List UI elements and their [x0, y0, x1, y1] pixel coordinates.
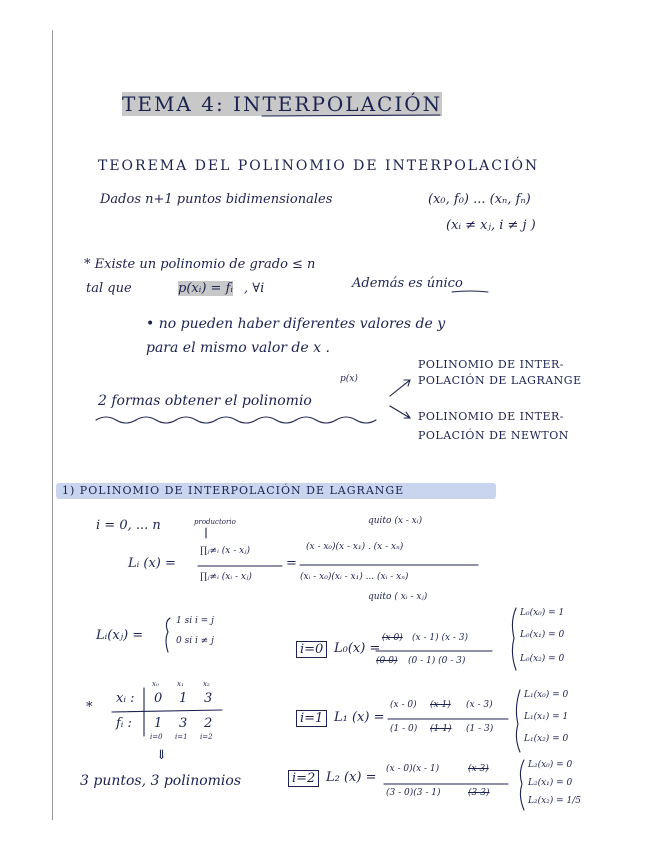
case-result: L₁(x₁) = 1 — [524, 712, 569, 722]
quito-bottom-note: quito ( xᵢ - xⱼ) — [368, 592, 428, 602]
notebook-page — [52, 30, 613, 820]
li-label: Lᵢ (x) = — [128, 556, 176, 571]
exists-text: * Existe un polinomio de grado ≤ n — [84, 257, 316, 272]
struck-factor: (x-0) — [382, 633, 403, 643]
quito-top-note: quito (x - xᵢ) — [368, 516, 423, 526]
methods-intro: 2 formas obtener el polinomio — [98, 393, 312, 409]
newton-line-1: POLINOMIO DE INTER- — [418, 410, 565, 423]
table-top-index: x₀ — [152, 680, 159, 688]
given-text: Dados n+1 puntos bidimensionales — [100, 192, 333, 207]
lagrange-line-1: POLINOMIO DE INTER- — [418, 358, 565, 371]
case-numerator: (x - 1) (x - 3) — [412, 633, 469, 643]
table-top-index: x₁ — [177, 680, 184, 688]
unique-text: Además es único — [352, 276, 463, 291]
table-bottom-index: i=2 — [200, 733, 213, 741]
case-numerator: (x - 0)(x - 1) — [386, 764, 440, 774]
case-box: i=0 — [296, 641, 327, 658]
table-x-label: xᵢ : — [116, 691, 135, 706]
case-result: L₀(x₁) = 0 — [520, 630, 565, 640]
case-label: L₁ (x) = — [334, 710, 385, 725]
lixj-label: Lᵢ(xⱼ) = — [96, 628, 144, 643]
prod-numerator: ∏ⱼ≠ᵢ (x - xⱼ) — [200, 546, 251, 556]
asterisk: * — [86, 700, 93, 715]
case-different: 0 si i ≠ j — [176, 636, 214, 646]
case-numerator: (x - 0) — [390, 700, 417, 710]
table-x-value: 3 — [204, 691, 213, 706]
case-result: L₂(x₀) = 0 — [528, 760, 573, 770]
bullet-line-1: • no pueden haber diferentes valores de y — [146, 316, 446, 332]
table-f-label: fᵢ : — [116, 716, 132, 731]
case-denominator: (1 - 3) — [466, 724, 494, 734]
productorio-note: productorio — [194, 518, 236, 526]
newton-line-2: POLACIÓN DE NEWTON — [418, 429, 569, 442]
case-result: L₁(x₂) = 0 — [524, 734, 569, 744]
expanded-denominator: (xᵢ - x₀)(xᵢ - x₁) ... (xᵢ - xₙ) — [300, 572, 409, 582]
case-box: i=1 — [296, 710, 327, 727]
prod-denominator: ∏ⱼ≠ᵢ (xᵢ - xⱼ) — [200, 572, 252, 582]
page-title: TEMA 4: INTERPOLACIÓN — [122, 92, 443, 116]
case-result: L₁(x₀) = 0 — [524, 690, 569, 700]
lagrange-line-2: POLACIÓN DE LAGRANGE — [418, 374, 582, 387]
case-label: L₀(x) = — [334, 641, 381, 656]
interp-condition: p(xᵢ) = fᵢ — [178, 281, 233, 296]
table-top-index: x₂ — [203, 680, 210, 688]
for-all-text: , ∀i — [244, 281, 265, 296]
case-box: i=2 — [288, 770, 319, 787]
bullet-line-2: para el mismo valor de x . — [146, 340, 330, 356]
table-f-value: 2 — [204, 716, 213, 731]
case-result: L₀(x₂) = 0 — [520, 654, 565, 664]
case-result: L₀(x₀) = 1 — [520, 608, 565, 618]
table-f-value: 1 — [154, 716, 163, 731]
case-denominator: (3 - 0)(3 - 1) — [386, 788, 441, 798]
case-denominator: (0 - 1) (0 - 3) — [408, 656, 466, 666]
points-text: (x₀, f₀) ... (xₙ, fₙ) — [428, 192, 531, 207]
case-result: L₂(x₂) = 1/5 — [528, 796, 582, 806]
struck-factor: (1-1) — [430, 724, 452, 734]
case-result: L₂(x₁) = 0 — [528, 778, 573, 788]
table-x-value: 1 — [179, 691, 188, 706]
summary-text: 3 puntos, 3 polinomios — [80, 773, 242, 789]
struck-factor: (3-3) — [468, 788, 490, 798]
px-label: p(x) — [340, 374, 358, 384]
expanded-numerator: (x - x₀)(x - x₁) . (x - xₙ) — [306, 542, 404, 552]
struck-factor: (x-1) — [430, 700, 451, 710]
struck-factor: (0-0) — [376, 656, 398, 666]
section-heading: 1) POLINOMIO DE INTERPOLACIÓN DE LAGRANGE — [62, 484, 405, 497]
table-f-value: 3 — [179, 716, 188, 731]
case-numerator: (x - 3) — [466, 700, 493, 710]
table-bottom-index: i=1 — [175, 733, 188, 741]
index-range: i = 0, ... n — [96, 518, 161, 533]
condition-text: (xᵢ ≠ xⱼ, i ≠ j ) — [446, 218, 536, 233]
struck-factor: (x-3) — [468, 764, 489, 774]
such-that-text: tal que — [86, 281, 132, 296]
case-equal: 1 si i = j — [176, 616, 214, 626]
case-label: L₂ (x) = — [326, 770, 377, 785]
equals-sign: = — [286, 556, 297, 571]
table-bottom-index: i=0 — [150, 733, 163, 741]
down-arrow: ⇓ — [156, 748, 167, 763]
table-x-value: 0 — [154, 691, 163, 706]
case-denominator: (1 - 0) — [390, 724, 418, 734]
theorem-heading: TEOREMA DEL POLINOMIO DE INTERPOLACIÓN — [98, 158, 540, 174]
